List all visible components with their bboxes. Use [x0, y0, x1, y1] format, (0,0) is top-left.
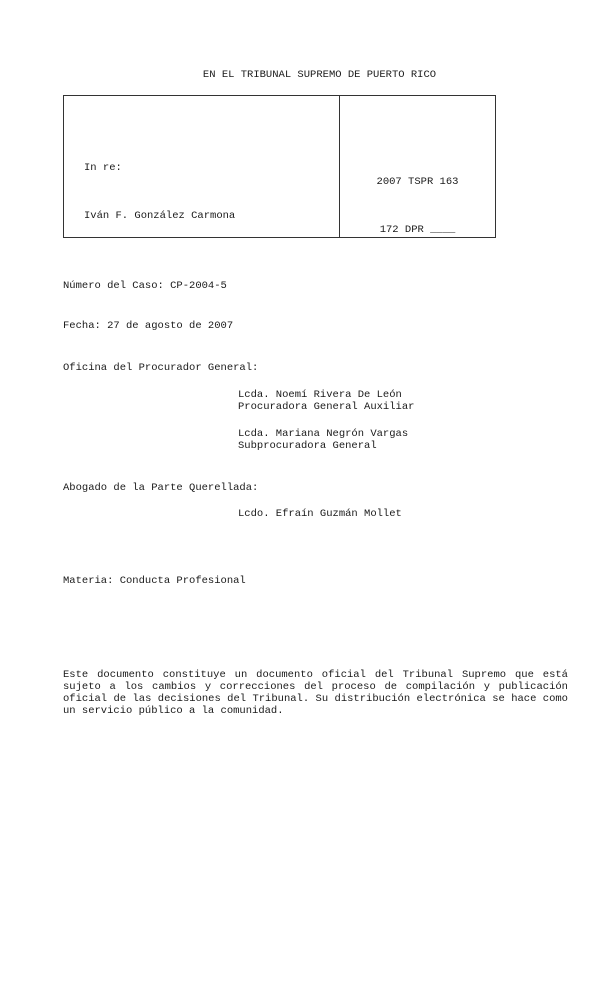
defense-attorney: Lcdo. Efraín Guzmán Mollet	[238, 508, 402, 520]
defense-label: Abogado de la Parte Querellada:	[63, 482, 259, 494]
attorney2-name: Lcda. Mariana Negrón Vargas	[238, 428, 409, 440]
attorney1-title: Procuradora General Auxiliar	[238, 401, 415, 413]
official-notice: Este documento constituye un documento oficial del Tribunal Supremo que está sujeto a los cambios y correcciones del proceso de compilación y publicación oficial de las decisiones del Tribunal. Su distribución electrónica se hace como un servicio público a la comunidad.	[63, 669, 568, 717]
attorney2-title: Subprocuradora General	[238, 440, 377, 452]
case-caption-box	[63, 95, 496, 238]
in-re-label: In re:	[84, 162, 122, 174]
office-label: Oficina del Procurador General:	[63, 362, 259, 374]
subject-matter: Materia: Conducta Profesional	[63, 575, 246, 587]
case-number: Número del Caso: CP-2004-5	[63, 280, 227, 292]
decision-date: Fecha: 27 de agosto de 2007	[63, 320, 234, 332]
citation-dpr: 172 DPR ____	[379, 224, 456, 236]
court-title: EN EL TRIBUNAL SUPREMO DE PUERTO RICO	[202, 69, 437, 81]
caption-citations	[340, 152, 495, 260]
party-name: Iván F. González Carmona	[84, 210, 236, 222]
caption-parties	[84, 138, 235, 246]
attorney1-name: Lcda. Noemí Rivera De León	[238, 389, 402, 401]
citation-tspr: 2007 TSPR 163	[376, 176, 459, 188]
